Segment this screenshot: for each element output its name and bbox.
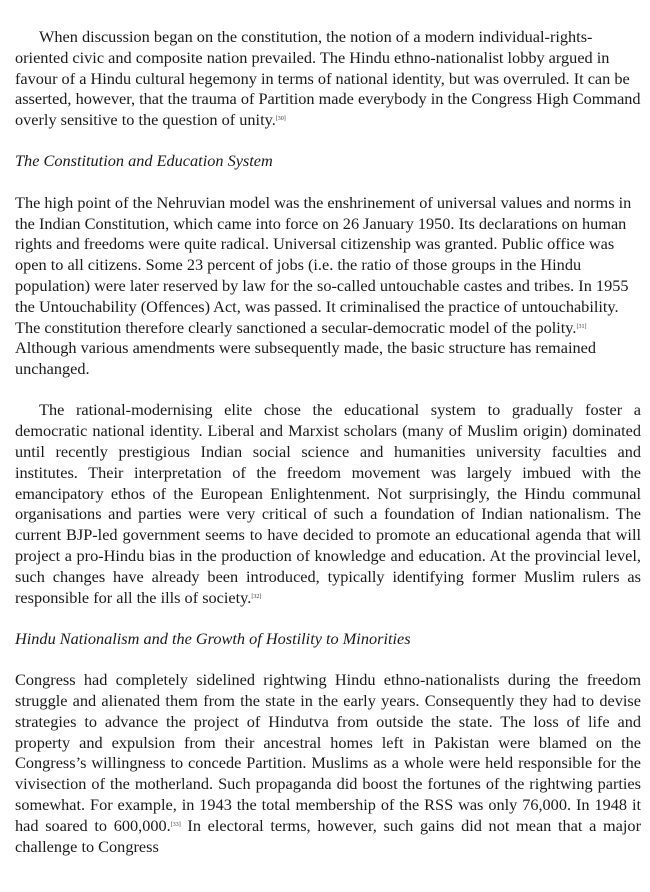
- section-heading-hindu-nationalism: Hindu Nationalism and the Growth of Hostility to Minorities: [15, 628, 411, 648]
- paragraph-text: When discussion began on the constitution, the notion of a modern individual-rights-oriented civic and composite nation prevailed. The Hindu ethno-nationalist lobby argued in favour of a Hindu cultural hegemony in terms of national identity, but was overruled. It can be asserted, however, that the trauma of Partition made everybody in the Congress High Command overly sensitive to the question of unity.: [15, 27, 641, 130]
- footnote-marker[interactable]: [31]: [576, 323, 587, 330]
- document-page: [15, 27, 641, 857]
- footnote-marker[interactable]: [30]: [275, 116, 286, 123]
- paragraph-text-continued: Although various amendments were subsequently made, the basic structure has remained unchanged.: [15, 338, 596, 379]
- paragraph-text: The high point of the Nehruvian model was the enshrinement of universal values and norms in the Indian Constitution, which came into force on 26 January 1950. Its declarations on human rights and freedoms were quite radical. Universal citizenship was granted. Public office was open to all citizens. Some 23 percent of jobs (i.e. the ratio of those groups in the Hindu population) were later reserved by law for the so-called untouchable castes and tribes. In 1955 the Untouchability (Offences) Act, was passed. It criminalised the practice of untouchability. The constitution therefore clearly sanctioned a secular-democratic model of the polity.: [15, 192, 632, 337]
- paragraph-nehruvian-model: [15, 193, 641, 380]
- paragraph-education-system: [15, 400, 641, 608]
- paragraph-constitution-discussion: [15, 27, 641, 131]
- paragraph-text: The rational-modernising elite chose the educational system to gradually foster a democratic national identity. Liberal and Marxist scholars (many of Muslim origin) dominated until recently prestigious Indian social science and humanities university faculties and institutes. Their interpretation of the freedom movement was largely imbued with the emancipatory ethos of the European Enlightenment. Not surprisingly, the Hindu communal organisations and parties were very critical of such a foundation of Indian nationalism. The current BJP-led government seems to have decided to promote an educational agenda that will project a pro-Hindu bias in the production of knowledge and education. At the provincial level, such changes have already been introduced, typically identifying former Muslim rulers as responsible for all the ills of society.: [15, 400, 641, 607]
- paragraph-text: Congress had completely sidelined rightwing Hindu ethno-nationalists during the freedom struggle and alienated them from the state in the early years. Consequently they had to devise strategies to advance the project of Hindutva from outside the state. The loss of life and property and expulsion from their ancestral homes left in Pakistan were blamed on the Congress’s willingness to concede Partition. Muslims as a whole were held responsible for the vivisection of the motherland. Such propaganda did boost the fortunes of the rightwing parties somewhat. For example, in 1943 the total membership of the RSS was only 76,000. In 1948 it had soared to 600,000.: [15, 670, 641, 835]
- paragraph-text-continued: In electoral terms, however, such gains did not mean that a major challenge to Congress: [15, 815, 641, 856]
- footnote-marker[interactable]: [32]: [251, 593, 262, 600]
- footnote-marker[interactable]: [33]: [170, 821, 181, 828]
- paragraph-hindutva-strategies: [15, 670, 641, 857]
- section-heading-constitution-education: The Constitution and Education System: [15, 151, 273, 171]
